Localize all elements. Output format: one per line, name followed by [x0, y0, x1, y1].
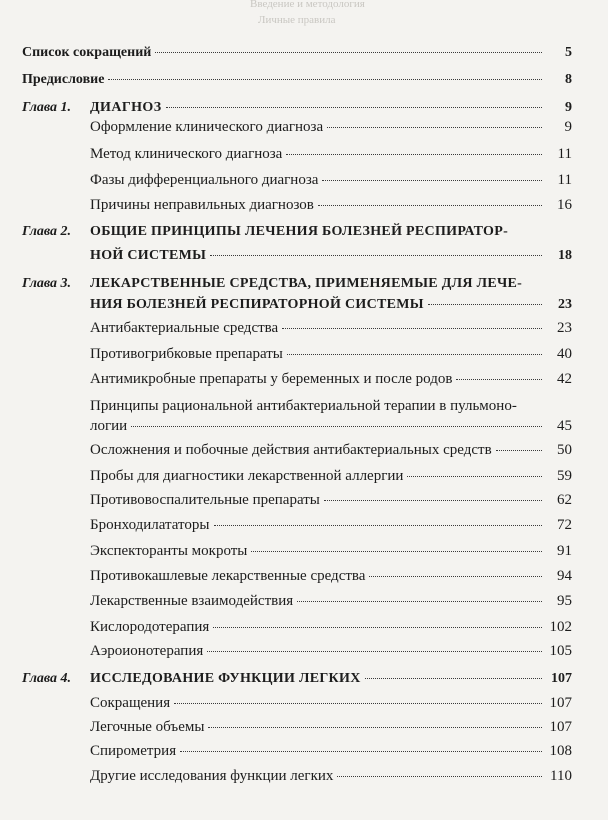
entry-title: Экспекторанты мокроты	[90, 543, 248, 559]
toc-entry-abbreviations[interactable]	[22, 43, 572, 63]
entry-page: 108	[549, 743, 572, 759]
chapter-title-line: ОБЩИЕ ПРИНЦИПЫ ЛЕЧЕНИЯ БОЛЕЗНЕЙ РЕСПИРАТОР-	[90, 224, 509, 239]
entry-title: Фазы дифференциального диагноза	[90, 172, 319, 188]
entry-page: 102	[549, 619, 572, 635]
toc-entry[interactable]	[90, 440, 572, 460]
chapter-title: ИССЛЕДОВАНИЕ ФУНКЦИИ ЛЕГКИХ	[90, 671, 361, 686]
entry-page: 107	[549, 719, 572, 735]
toc-entry[interactable]	[90, 318, 572, 338]
toc-entry[interactable]	[90, 117, 572, 137]
entry-page: 95	[557, 593, 572, 609]
entry-page: 91	[557, 543, 572, 559]
entry-title: Легочные объемы	[90, 719, 205, 735]
dot-leader	[297, 601, 542, 602]
dot-leader	[282, 328, 542, 329]
dot-leader	[337, 776, 542, 777]
entry-page: 16	[557, 197, 572, 213]
dot-leader	[174, 703, 542, 704]
toc-entry[interactable]	[90, 144, 572, 164]
dot-leader	[407, 476, 542, 477]
toc-entry[interactable]	[90, 490, 572, 510]
entry-title-cont: логии	[90, 418, 128, 434]
toc-entry[interactable]	[90, 741, 572, 761]
entry-page: 94	[557, 568, 572, 584]
toc-entry[interactable]	[90, 641, 572, 661]
chapter-number: Глава 1.	[22, 100, 72, 115]
dot-leader	[324, 500, 542, 501]
chapter-page: 18	[558, 248, 572, 263]
toc-entry[interactable]	[90, 566, 572, 586]
toc-chapter-4[interactable]	[90, 669, 572, 689]
toc-entry-preface[interactable]	[22, 70, 572, 90]
entry-page: 40	[557, 346, 572, 362]
entry-page: 45	[557, 418, 572, 434]
entry-page: 11	[557, 146, 572, 162]
dot-leader	[180, 751, 542, 752]
toc-entry[interactable]	[90, 466, 572, 486]
chapter-number: Глава 2.	[22, 224, 72, 239]
chapter-page: 107	[551, 671, 572, 686]
chapter-page: 9	[565, 100, 572, 115]
toc-entry[interactable]	[90, 416, 572, 436]
toc-entry[interactable]	[90, 717, 572, 737]
chapter-title-line: НИЯ БОЛЕЗНЕЙ РЕСПИРАТОРНОЙ СИСТЕМЫ	[90, 297, 424, 312]
entry-title: Бронходилататоры	[90, 517, 210, 533]
entry-page: 72	[557, 517, 572, 533]
dot-leader	[456, 379, 542, 380]
entry-title: Предисловие	[22, 72, 105, 87]
toc-entry-line1	[90, 396, 572, 416]
dot-leader	[208, 727, 542, 728]
toc-entry[interactable]	[90, 369, 572, 389]
entry-title: Кислородотерапия	[90, 619, 210, 635]
toc-entry[interactable]	[90, 541, 572, 561]
toc-entry[interactable]	[90, 766, 572, 786]
entry-title: Метод клинического диагноза	[90, 146, 283, 162]
entry-page: 9	[564, 119, 572, 135]
entry-title: Спирометрия	[90, 743, 177, 759]
dot-leader	[287, 354, 542, 355]
dot-leader	[365, 678, 542, 679]
dot-leader	[214, 525, 543, 526]
dot-leader	[369, 576, 542, 577]
entry-page: 5	[565, 45, 572, 60]
chapter-title-line: НОЙ СИСТЕМЫ	[90, 248, 207, 263]
chapter-title: ДИАГНОЗ	[90, 100, 162, 115]
entry-title: Осложнения и побочные действия антибактериальных средств	[90, 442, 492, 458]
dot-leader	[155, 52, 542, 53]
entry-title: Сокращения	[90, 695, 171, 711]
dot-leader	[322, 180, 542, 181]
dot-leader	[428, 304, 542, 305]
toc-entry[interactable]	[90, 170, 572, 190]
entry-page: 62	[557, 492, 572, 508]
entry-page: 23	[557, 320, 572, 336]
entry-title: Оформление клинического диагноза	[90, 119, 324, 135]
dot-leader	[166, 107, 542, 108]
dot-leader	[207, 651, 542, 652]
dot-leader	[496, 450, 542, 451]
toc-chapter-3[interactable]	[90, 295, 572, 315]
toc-entry[interactable]	[90, 344, 572, 364]
entry-title: Противовоспалительные препараты	[90, 492, 320, 508]
entry-title: Пробы для диагностики лекарственной аллергии	[90, 468, 404, 484]
ghost-line: Личные правила	[258, 14, 336, 26]
toc-entry[interactable]	[90, 617, 572, 637]
entry-page: 110	[550, 768, 572, 784]
dot-leader	[318, 205, 542, 206]
entry-page: 59	[557, 468, 572, 484]
entry-title: Принципы рациональной антибактериальной терапии в пульмоно-	[90, 398, 517, 414]
dot-leader	[327, 127, 542, 128]
entry-title: Список сокращений	[22, 45, 152, 60]
toc-entry[interactable]	[90, 693, 572, 713]
ghost-line: Введение и методология	[250, 0, 365, 10]
toc-entry[interactable]	[90, 591, 572, 611]
entry-page: 11	[557, 172, 572, 188]
dot-leader	[286, 154, 542, 155]
entry-title: Противокашлевые лекарственные средства	[90, 568, 366, 584]
chapter-number: Глава 4.	[22, 671, 72, 686]
chapter-page: 23	[558, 297, 572, 312]
entry-title: Другие исследования функции легких	[90, 768, 334, 784]
toc-chapter-2[interactable]	[90, 246, 572, 266]
entry-title: Антимикробные препараты у беременных и после родов	[90, 371, 453, 387]
dot-leader	[251, 551, 542, 552]
toc-entry[interactable]	[90, 195, 572, 215]
entry-page: 107	[549, 695, 572, 711]
chapter-title-line: ЛЕКАРСТВЕННЫЕ СРЕДСТВА, ПРИМЕНЯЕМЫЕ ДЛЯ ЛЕЧЕ-	[90, 276, 523, 291]
chapter-number: Глава 3.	[22, 276, 72, 291]
dot-leader	[210, 255, 542, 256]
entry-title: Аэроионотерапия	[90, 643, 204, 659]
entry-page: 8	[565, 72, 572, 87]
entry-title: Противогрибковые препараты	[90, 346, 283, 362]
entry-title: Антибактериальные средства	[90, 320, 279, 336]
toc-chapter-1[interactable]	[90, 98, 572, 118]
toc-entry[interactable]	[90, 515, 572, 535]
entry-page: 50	[557, 442, 572, 458]
dot-leader	[108, 79, 542, 80]
dot-leader	[213, 627, 542, 628]
dot-leader	[131, 426, 542, 427]
entry-page: 105	[549, 643, 572, 659]
entry-title: Лекарственные взаимодействия	[90, 593, 294, 609]
entry-title: Причины неправильных диагнозов	[90, 197, 314, 213]
entry-page: 42	[557, 371, 572, 387]
